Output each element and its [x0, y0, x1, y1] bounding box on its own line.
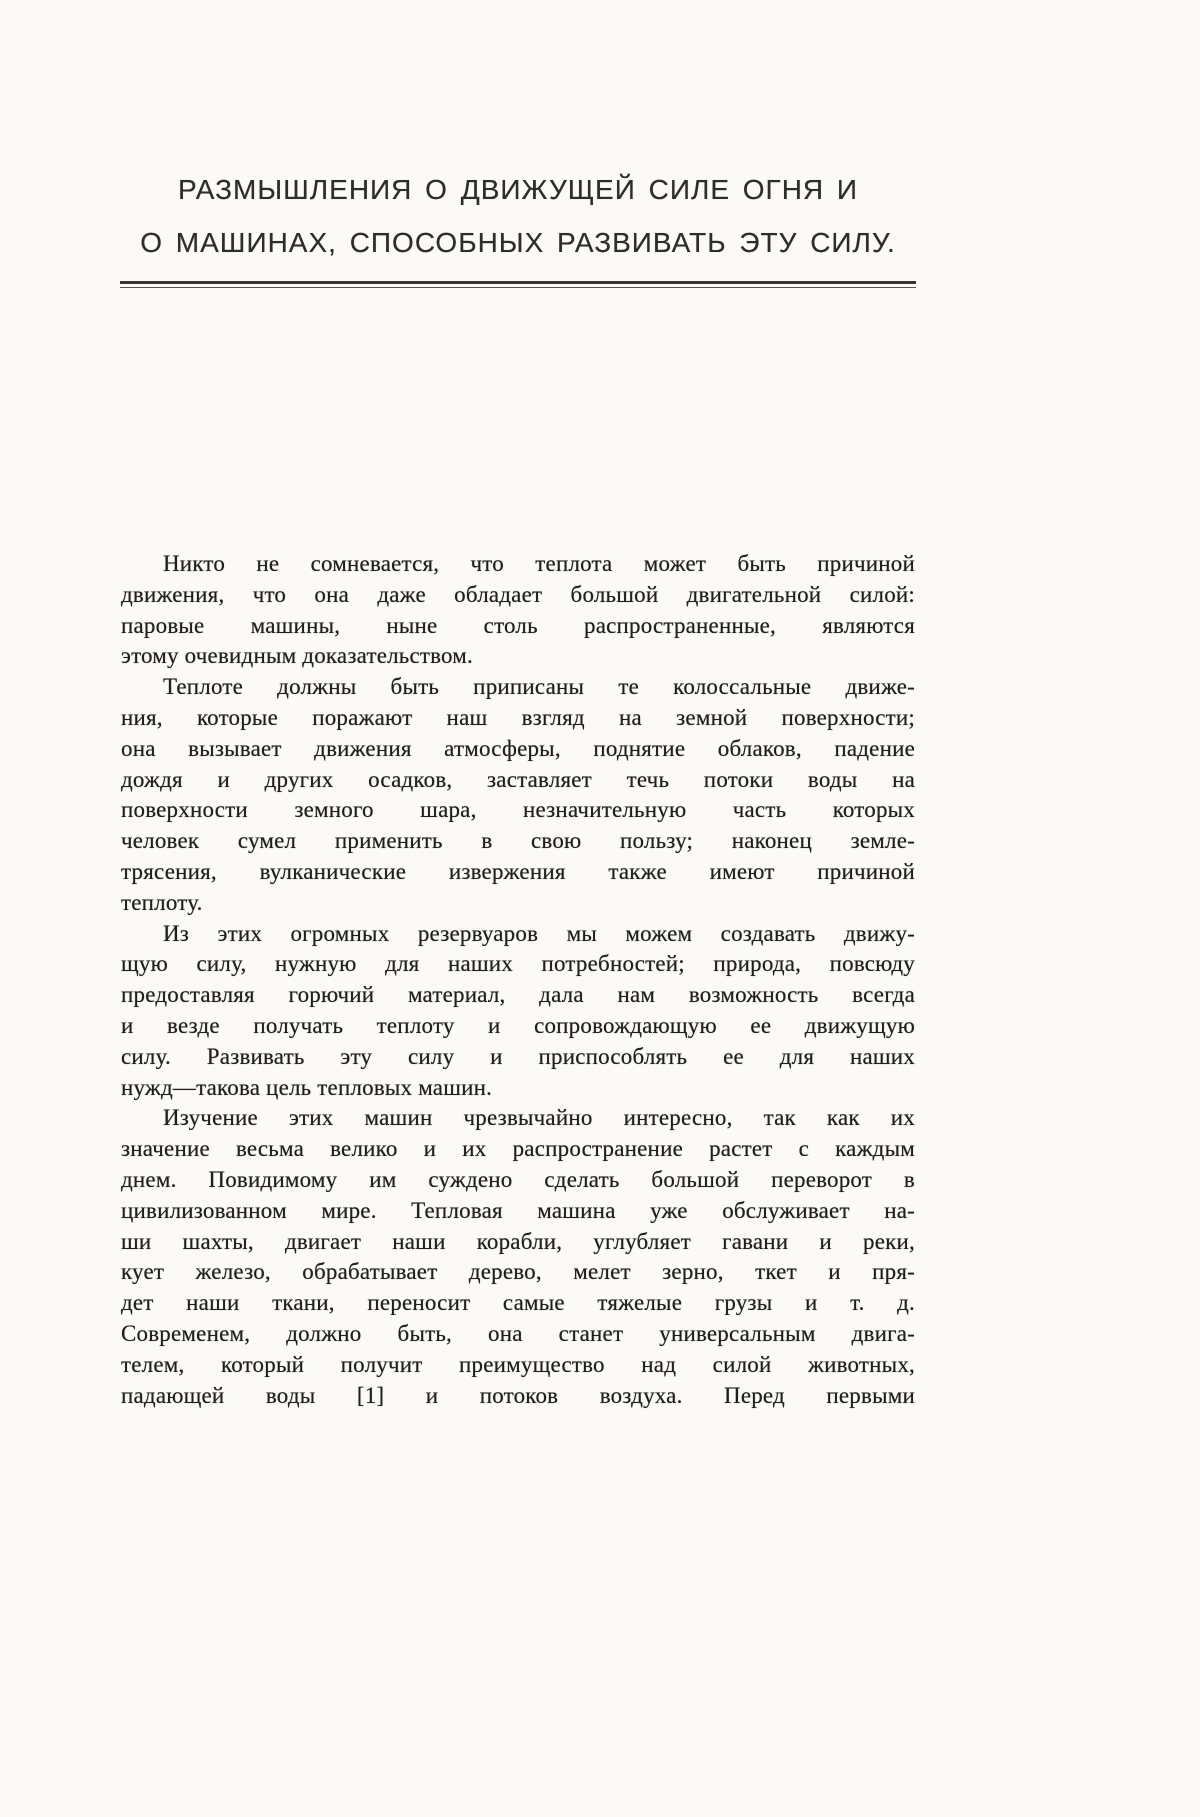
text-line: цивилизованном мире. Тепловая машина уже обслуживает на- — [121, 1197, 915, 1223]
text-line: трясения, вулканические извержения также имеют причиной — [121, 858, 915, 884]
text-line: и везде получать теплоту и сопровождающую ее движущую — [121, 1012, 915, 1038]
text-line: силу. Развивать эту силу и приспособлять ее для наших — [121, 1043, 915, 1069]
paragraph-1 — [121, 549, 915, 672]
text-line: Никто не сомневается, что теплота может быть причиной — [163, 551, 915, 576]
text-line: ния, которые поражают наш взгляд на земной поверхности; — [121, 704, 915, 730]
paragraph-3 — [121, 919, 915, 1104]
text-line: теплоту. — [121, 889, 203, 915]
text-line: Современем, должно быть, она станет универсальным двига- — [121, 1320, 915, 1346]
text-line: значение весьма велико и их распространение растет с каждым — [121, 1136, 915, 1162]
text-line: щую силу, нужную для наших потребностей; природа, повсюду — [121, 951, 915, 977]
chapter-title-block — [120, 163, 916, 288]
text-line: Теплоте должны быть приписаны те колоссальные движе- — [163, 674, 915, 700]
title-rule — [120, 281, 916, 288]
text-line: нужд—такова цель тепловых машин. — [121, 1074, 493, 1100]
title-rule-thick-line — [120, 281, 916, 284]
text-line: паровые машины, ныне столь распространенные, являются — [121, 612, 915, 638]
paragraph-4 — [121, 1103, 915, 1411]
text-line: телем, который получит преимущество над силой животных, — [121, 1351, 915, 1377]
text-line: поверхности земного шара, незначительную часть которых — [121, 797, 915, 823]
paragraph-2 — [121, 672, 915, 918]
text-line: кует железо, обрабатывает дерево, мелет зерно, ткет и пря- — [121, 1259, 915, 1285]
text-line: Изучение этих машин чрезвычайно интересно, так как их — [163, 1105, 915, 1131]
text-line: движения, что она даже обладает большой двигательной силой: — [121, 581, 915, 607]
text-line: предоставляя горючий материал, дала нам возможность всегда — [121, 982, 915, 1008]
text-line: она вызывает движения атмосферы, поднятие облаков, падение — [121, 735, 915, 761]
text-line: человек сумел применить в свою пользу; наконец земле- — [121, 828, 915, 854]
text-line: Из этих огромных резервуаров мы можем создавать движу- — [163, 920, 915, 946]
text-line: днем. Повидимому им суждено сделать большой переворот в — [121, 1166, 915, 1192]
chapter-title-line-1: РАЗМЫШЛЕНИЯ О ДВИЖУЩЕЙ СИЛЕ ОГНЯ И — [177, 174, 859, 205]
text-line: дет наши ткани, переносит самые тяжелые грузы и т. д. — [121, 1290, 915, 1316]
text-line: дождя и других осадков, заставляет течь потоки воды на — [121, 766, 915, 792]
text-line: этому очевидным доказательством. — [121, 643, 473, 669]
body-text — [121, 549, 915, 1411]
text-line: ши шахты, двигает наши корабли, углубляет гавани и реки, — [121, 1228, 915, 1254]
text-line: падающей воды [1] и потоков воздуха. Перед первыми — [121, 1382, 915, 1408]
chapter-title-line-2: О МАШИНАХ, СПОСОБНЫХ РАЗВИВАТЬ ЭТУ СИЛУ. — [140, 227, 896, 258]
title-rule-thin-line — [120, 287, 916, 288]
